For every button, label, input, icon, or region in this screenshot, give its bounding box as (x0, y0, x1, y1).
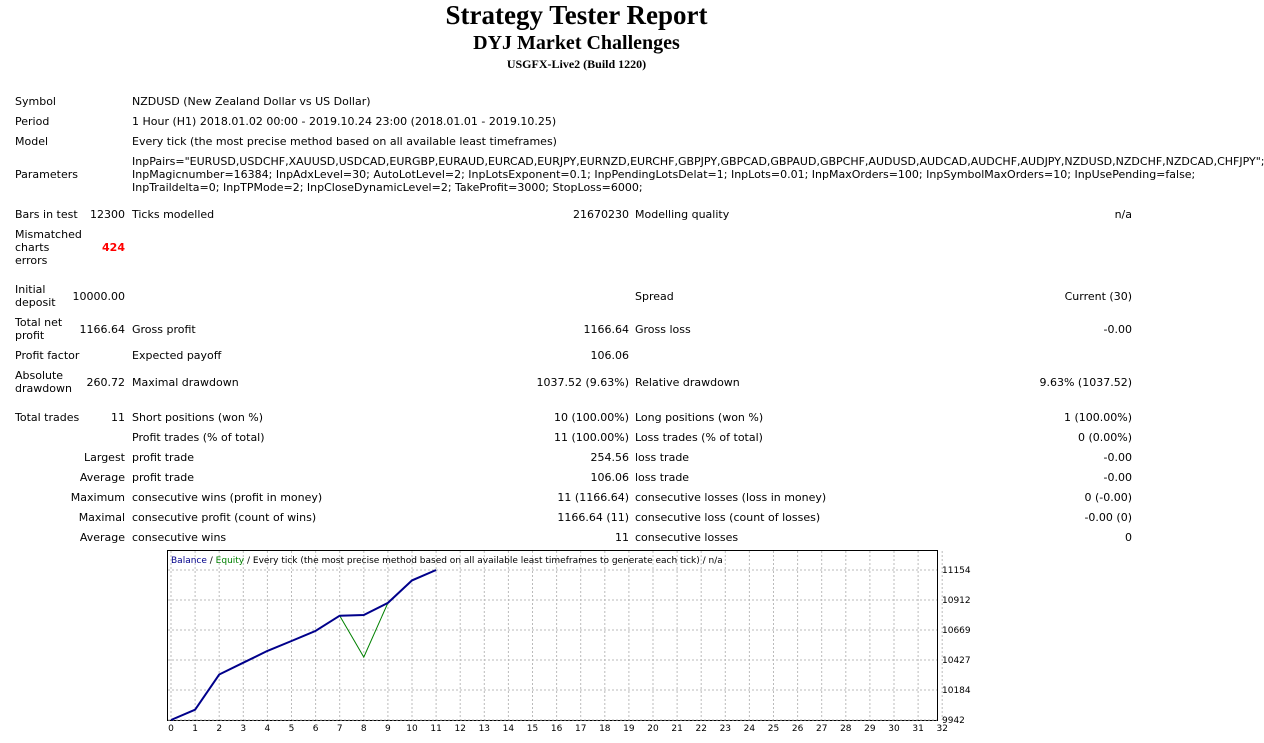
largest-profit-value: 254.56 (590, 451, 629, 464)
x-tick-label: 5 (288, 724, 295, 734)
total-trades-label: Total trades (15, 411, 80, 424)
y-tick-label: 10427 (942, 655, 971, 666)
avg-consecutive-losses-label: consecutive losses (635, 531, 739, 544)
report-title: Strategy Tester Report (445, 0, 708, 30)
consecutive-losses-label: consecutive losses (loss in money) (635, 491, 827, 504)
absolute-drawdown-label: Absolute drawdown (15, 369, 72, 395)
gross-loss-label: Gross loss (635, 323, 691, 336)
y-tick-label: 10669 (942, 626, 971, 637)
ticks-label: Ticks modelled (132, 208, 215, 221)
x-tick-label: 0 (168, 724, 174, 734)
bars-label: Bars in test (15, 208, 78, 221)
model-label: Model (15, 135, 49, 148)
x-tick-label: 28 (840, 724, 852, 734)
x-tick-label: 17 (574, 724, 587, 734)
spread-label: Spread (635, 290, 674, 303)
average-profit-value: 106.06 (590, 471, 629, 484)
largest-loss-value: -0.00 (1103, 451, 1132, 464)
x-tick-label: 4 (264, 724, 271, 734)
consecutive-wins-value: 11 (1166.64) (557, 491, 629, 504)
x-tick-label: 31 (912, 724, 924, 734)
model-value: Every tick (the most precise method based on all available least timeframes) (132, 135, 557, 148)
consecutive-wins-label: consecutive wins (profit in money) (132, 491, 323, 504)
x-tick-label: 1 (192, 724, 198, 734)
symbol-label: Symbol (15, 95, 56, 108)
x-tick-label: 13 (478, 724, 491, 734)
average-profit-label: profit trade (132, 471, 195, 484)
y-tick-label: 9942 (942, 716, 965, 726)
quality-label: Modelling quality (635, 208, 730, 221)
long-positions-label: Long positions (won %) (635, 411, 764, 424)
x-tick-label: 26 (791, 724, 804, 734)
short-positions-value: 10 (100.00%) (553, 411, 629, 424)
consecutive-loss-value: -0.00 (0) (1084, 511, 1132, 524)
relative-drawdown-value: 9.63% (1037.52) (1039, 376, 1132, 389)
avg-consecutive-wins-value: 11 (615, 531, 629, 544)
loss-trades-label: Loss trades (% of total) (635, 431, 763, 444)
parameters-value: InpPairs="EURUSD,USDCHF,XAUUSD,USDCAD,EURGBP,EURAUD,EURCAD,EURJPY,EURNZD,EURCHF,GBPJPY,GBPCAD,GBPAUD,GBPCHF,AUDUSD,AUDCAD,AUDCHF,AUDJPY,NZDUSD,NZDCHF,NZDCAD,CHFJPY"; InpMagicnumber=16384; InpAdxLevel=30; AutoLotLevel=2; InpLotsExponent=0.1; InpPendingLotsDelat=1; InpLots=0.01; InpMaxOrders=100; InpSymbolMaxOrders=10; InpUsePending=false; InpTraildelta=0; InpTPMode=2; InpCloseDynamicLevel=2; TakeProfit=3000; StopLoss=6000; (132, 155, 1264, 194)
x-tick-label: 23 (719, 724, 732, 734)
largest-label: Largest (84, 451, 125, 464)
average-loss-label: loss trade (635, 471, 690, 484)
x-tick-label: 19 (623, 724, 635, 734)
y-tick-label: 10184 (942, 686, 971, 697)
average-loss-value: -0.00 (1103, 471, 1132, 484)
maximal-label: Maximal (78, 511, 125, 524)
long-positions-value: 1 (100.00%) (1063, 411, 1132, 424)
net-profit-label: Total net profit (15, 316, 63, 342)
y-tick-label: 10912 (942, 595, 971, 606)
consecutive-losses-value: 0 (-0.00) (1084, 491, 1132, 504)
bars-value: 12300 (90, 208, 125, 221)
server-build: USGFX-Live2 (Build 1220) (506, 57, 647, 71)
y-axis (942, 566, 971, 726)
balance-equity-chart (167, 550, 971, 734)
consecutive-profit-label: consecutive profit (count of wins) (132, 511, 317, 524)
x-tick-label: 8 (360, 724, 367, 734)
expected-payoff-label: Expected payoff (132, 349, 222, 362)
parameters-label: Parameters (15, 168, 78, 181)
x-tick-label: 21 (671, 724, 683, 734)
period-value: 1 Hour (H1) 2018.01.02 00:00 - 2019.10.24 23:00 (2018.01.01 - 2019.10.25) (132, 115, 557, 128)
net-profit-value: 1166.64 (79, 323, 125, 336)
initial-value: 10000.00 (72, 290, 125, 303)
maximal-drawdown-value: 1037.52 (9.63%) (536, 376, 629, 389)
profit-trades-value: 11 (100.00%) (553, 431, 629, 444)
largest-loss-label: loss trade (635, 451, 690, 464)
period-label: Period (15, 115, 50, 128)
x-tick-label: 24 (743, 724, 756, 734)
largest-profit-label: profit trade (132, 451, 195, 464)
x-tick-label: 25 (767, 724, 780, 734)
x-tick-label: 15 (526, 724, 539, 734)
y-tick-label: 11154 (942, 566, 971, 576)
x-tick-label: 10 (406, 724, 418, 734)
x-tick-label: 18 (599, 724, 611, 734)
x-tick-label: 14 (502, 724, 515, 734)
quality-value: n/a (1114, 208, 1132, 221)
legend-equity: Equity (215, 556, 245, 566)
mismatch-label: Mismatched charts errors (15, 228, 82, 267)
avg-consecutive-losses-value: 0 (1125, 531, 1132, 544)
symbol-value: NZDUSD (New Zealand Dollar vs US Dollar) (132, 95, 371, 108)
x-tick-label: 7 (336, 724, 343, 734)
x-tick-label: 16 (550, 724, 563, 734)
loss-trades-value: 0 (0.00%) (1077, 431, 1132, 444)
legend-separator: / (206, 556, 216, 566)
x-tick-label: 32 (936, 724, 948, 734)
legend-balance: Balance (171, 556, 207, 566)
x-tick-label: 9 (385, 724, 391, 734)
gross-profit-label: Gross profit (132, 323, 196, 336)
spread-value: Current (30) (1064, 290, 1132, 303)
x-axis (168, 724, 948, 734)
x-tick-label: 27 (815, 724, 828, 734)
profit-trades-label: Profit trades (% of total) (132, 431, 265, 444)
expected-payoff-value: 106.06 (590, 349, 629, 362)
report-subtitle: DYJ Market Challenges (473, 32, 680, 54)
x-tick-label: 3 (240, 724, 247, 734)
ticks-value: 21670230 (573, 208, 629, 221)
avg-consecutive-wins-label: consecutive wins (132, 531, 227, 544)
x-tick-label: 29 (864, 724, 876, 734)
gross-profit-value: 1166.64 (583, 323, 629, 336)
consecutive-profit-value: 1166.64 (11) (557, 511, 629, 524)
consecutive-loss-label: consecutive loss (count of losses) (635, 511, 821, 524)
x-tick-label: 12 (454, 724, 466, 734)
maximal-drawdown-label: Maximal drawdown (132, 376, 239, 389)
mismatch-value: 424 (102, 241, 125, 254)
short-positions-label: Short positions (won %) (132, 411, 264, 424)
x-tick-label: 6 (312, 724, 319, 734)
initial-label: Initial deposit (15, 283, 56, 309)
average2-label: Average (79, 531, 125, 544)
chart-legend (171, 556, 723, 566)
profit-factor-label: Profit factor (15, 349, 80, 362)
x-tick-label: 22 (695, 724, 707, 734)
average-label: Average (79, 471, 125, 484)
relative-drawdown-label: Relative drawdown (635, 376, 740, 389)
total-trades-value: 11 (111, 411, 125, 424)
x-tick-label: 11 (430, 724, 442, 734)
absolute-drawdown-value: 260.72 (86, 376, 125, 389)
legend-description: / Every tick (the most precise method based on all available least timeframes to generate each tick) / n/a (244, 556, 723, 566)
maximum-label: Maximum (70, 491, 125, 504)
gross-loss-value: -0.00 (1103, 323, 1132, 336)
x-tick-label: 20 (647, 724, 659, 734)
x-tick-label: 30 (888, 724, 900, 734)
x-tick-label: 2 (216, 724, 223, 734)
